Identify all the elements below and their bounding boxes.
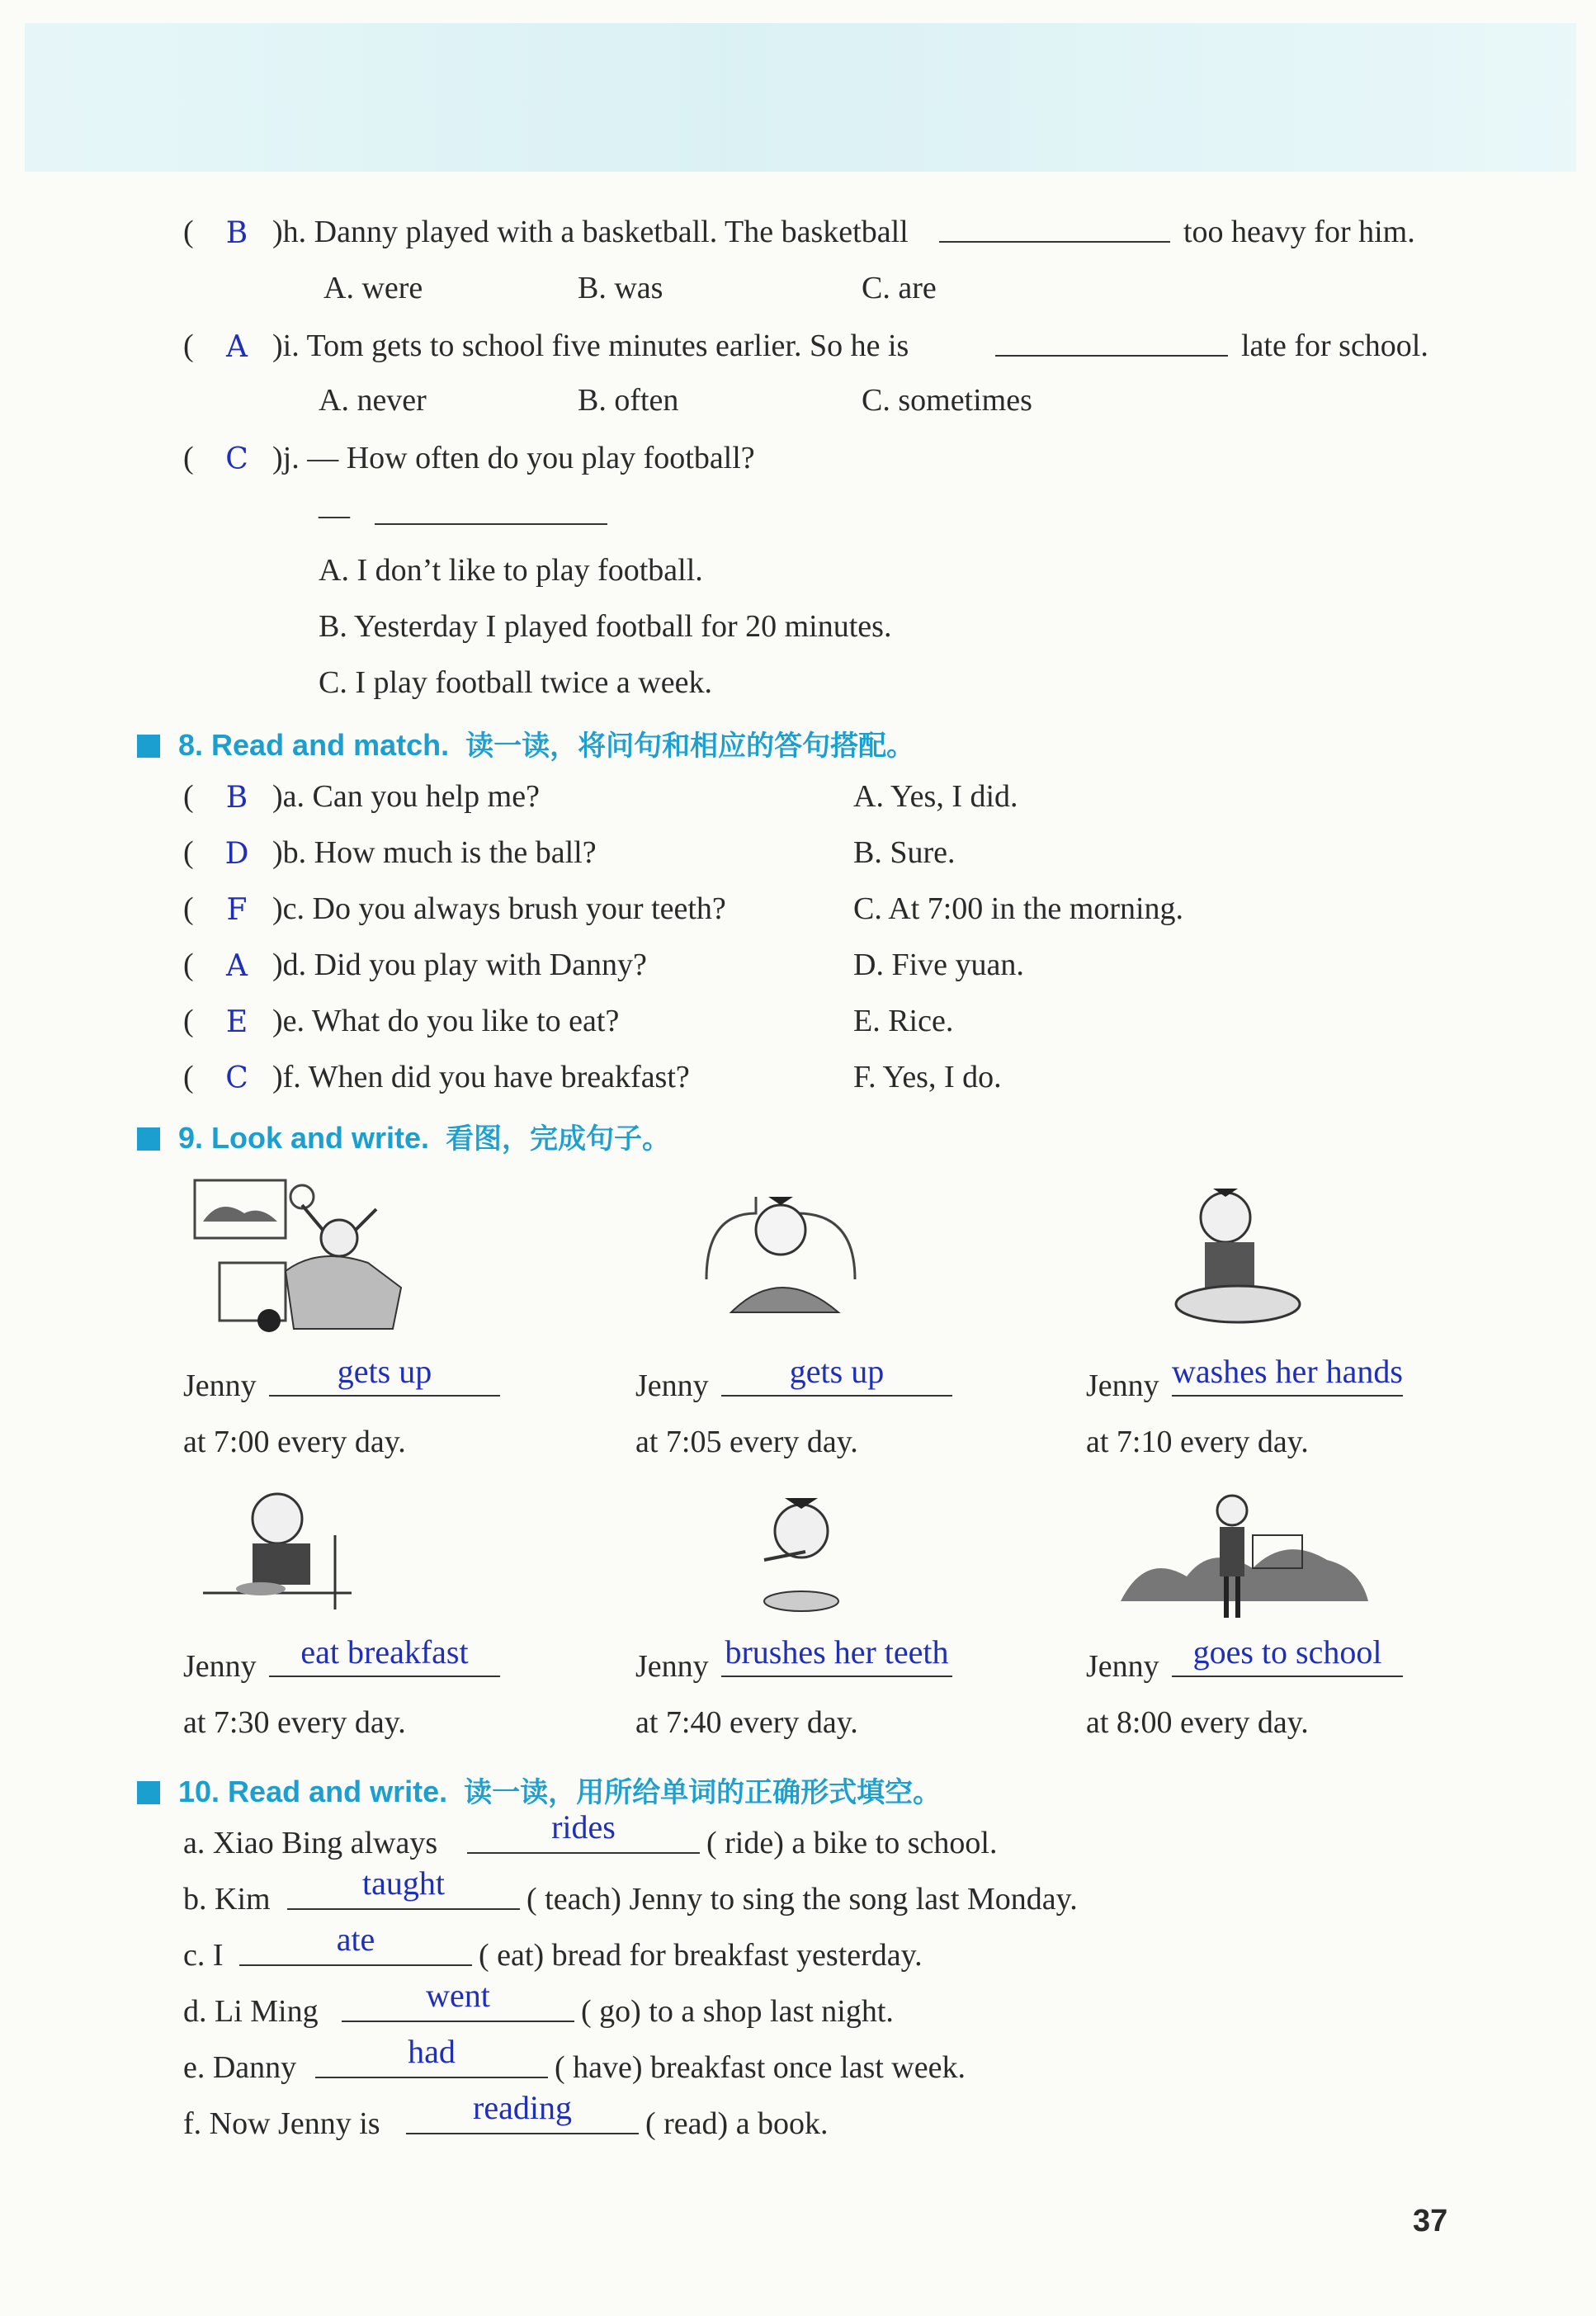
paren-i: ( — [183, 328, 194, 363]
question-h-after: too heavy for him. — [1183, 215, 1415, 249]
sec8-paren-open: ( — [183, 891, 194, 926]
sec10-prefix: a. Xiao Bing always — [183, 1826, 438, 1860]
option-h-b: B. was — [578, 271, 663, 305]
sec9-time: at 7:30 every day. — [183, 1705, 406, 1740]
sec9-answer: washes her hands — [1172, 1355, 1403, 1397]
paren-h: ( — [183, 215, 194, 249]
answer-j: C — [225, 442, 248, 476]
jenny-bed-illustration — [698, 1180, 863, 1321]
sec8-question: )d. Did you play with Danny? — [272, 948, 647, 982]
option-i-c: C. sometimes — [862, 383, 1032, 418]
option-i-a: A. never — [319, 383, 427, 418]
sec9-name: Jenny — [183, 1649, 257, 1684]
jenny-brush-teeth-illustration — [748, 1486, 855, 1618]
jenny-wakeup-illustration — [187, 1172, 418, 1345]
jenny-school-illustration — [1121, 1486, 1368, 1634]
sec10-prefix: b. Kim — [183, 1882, 271, 1917]
section-8-heading: 8. Read and match. 读一读，将问句和相应的答句搭配。 — [137, 723, 914, 763]
section-10-heading: 10. Read and write. 读一读，用所给单词的正确形式填空。 — [137, 1770, 941, 1810]
question-i-after: late for school. — [1241, 328, 1428, 363]
sec10-answer: reading — [406, 2091, 639, 2134]
sec8-response: B. Sure. — [853, 835, 956, 870]
sec9-answer: brushes her teeth — [721, 1636, 952, 1677]
sec8-question: )b. How much is the ball? — [272, 835, 597, 870]
sec10-suffix: ( go) to a shop last night. — [581, 1994, 894, 2029]
sec9-answer: gets up — [269, 1355, 500, 1397]
sec10-suffix: ( read) a book. — [645, 2106, 829, 2141]
section-square-icon — [137, 1781, 160, 1804]
sec10-prefix: e. Danny — [183, 2050, 297, 2085]
sec9-name: Jenny — [635, 1649, 709, 1684]
sec8-answer: F — [226, 893, 248, 927]
section-9-heading: 9. Look and write. 看图，完成句子。 — [137, 1116, 670, 1156]
sec10-answer: went — [342, 1979, 574, 2022]
sec8-paren-open: ( — [183, 1004, 194, 1038]
option-j-a: A. I don’t like to play football. — [319, 553, 703, 588]
sec8-paren-open: ( — [183, 948, 194, 982]
jenny-wash-hands-illustration — [1164, 1180, 1304, 1329]
sec10-answer: taught — [287, 1867, 520, 1910]
header-banner — [25, 23, 1576, 172]
blank-h — [939, 213, 1170, 252]
jenny-breakfast-illustration — [195, 1486, 360, 1618]
answer-i: A — [226, 330, 248, 364]
question-h: )h. Danny played with a basketball. The basketball — [272, 215, 909, 249]
sec8-answer: E — [225, 1005, 248, 1039]
sec10-prefix: c. I — [183, 1938, 224, 1973]
sec9-answer: goes to school — [1172, 1636, 1403, 1677]
sec9-name: Jenny — [1086, 1368, 1159, 1403]
sec8-response: A. Yes, I did. — [853, 779, 1018, 814]
sec8-paren-open: ( — [183, 835, 194, 870]
sec9-name: Jenny — [635, 1368, 709, 1403]
blank-j: — — [319, 495, 607, 534]
sec8-question: )e. What do you like to eat? — [272, 1004, 620, 1038]
sec8-question: )c. Do you always brush your teeth? — [272, 891, 726, 926]
sec10-prefix: f. Now Jenny is — [183, 2106, 380, 2141]
option-h-c: C. are — [862, 271, 937, 305]
sec8-question: )f. When did you have breakfast? — [272, 1060, 690, 1094]
sec10-suffix: ( teach) Jenny to sing the song last Monday. — [526, 1882, 1078, 1917]
sec8-answer: D — [224, 837, 249, 871]
sec8-paren-open: ( — [183, 1060, 194, 1094]
sec9-time: at 7:05 every day. — [635, 1425, 858, 1459]
sec10-suffix: ( ride) a bike to school. — [706, 1826, 998, 1860]
sec9-answer: eat breakfast — [269, 1636, 500, 1677]
sec8-answer: B — [225, 781, 248, 815]
sec8-response: D. Five yuan. — [853, 948, 1024, 982]
sec10-prefix: d. Li Ming — [183, 1994, 319, 2029]
sec8-answer: C — [225, 1061, 248, 1095]
option-h-a: A. were — [323, 271, 423, 305]
question-j: )j. — How often do you play football? — [272, 441, 755, 475]
sec9-name: Jenny — [1086, 1649, 1159, 1684]
sec10-answer: rides — [467, 1811, 700, 1854]
sec9-time: at 7:00 every day. — [183, 1425, 406, 1459]
sec8-response: E. Rice. — [853, 1004, 954, 1038]
sec9-time: at 8:00 every day. — [1086, 1705, 1309, 1740]
sec8-paren-open: ( — [183, 779, 194, 814]
sec10-suffix: ( have) breakfast once last week. — [555, 2050, 966, 2085]
sec10-suffix: ( eat) bread for breakfast yesterday. — [479, 1938, 923, 1973]
page-number: 37 — [1413, 2204, 1448, 2238]
paren-j: ( — [183, 441, 194, 475]
option-j-b: B. Yesterday I played football for 20 minutes. — [319, 609, 892, 644]
answer-h: B — [225, 216, 248, 250]
sec10-answer: had — [315, 2035, 548, 2078]
sec10-answer: ate — [239, 1923, 472, 1966]
sec9-time: at 7:40 every day. — [635, 1705, 858, 1740]
section-square-icon — [137, 735, 160, 758]
sec9-name: Jenny — [183, 1368, 257, 1403]
sec8-response: C. At 7:00 in the morning. — [853, 891, 1184, 926]
question-i: )i. Tom gets to school five minutes earlier. So he is — [272, 328, 909, 363]
blank-i — [995, 327, 1228, 366]
sec8-question: )a. Can you help me? — [272, 779, 540, 814]
sec8-answer: A — [226, 949, 248, 983]
option-i-b: B. often — [578, 383, 679, 418]
option-j-c: C. I play football twice a week. — [319, 665, 712, 700]
sec9-time: at 7:10 every day. — [1086, 1425, 1309, 1459]
sec8-response: F. Yes, I do. — [853, 1060, 1002, 1094]
section-square-icon — [137, 1127, 160, 1151]
sec9-answer: gets up — [721, 1355, 952, 1397]
